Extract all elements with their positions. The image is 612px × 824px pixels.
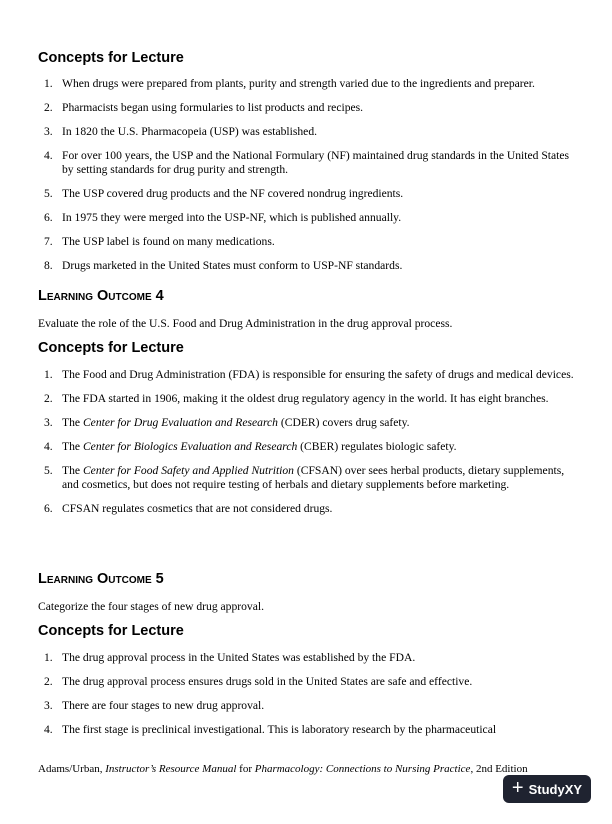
list-item-number: 2. [44,101,53,114]
list-item-text: The [62,464,83,477]
footer-for: for [236,763,255,775]
footer-book-title: Pharmacology: Connections to Nursing Practice [254,763,471,775]
list-item-text: (CBER) regulates biologic safety. [297,440,457,453]
list-item-text: The first stage is preclinical investigational. This is laboratory research by the pharmaceutical [62,723,497,736]
list-item [0,211,612,225]
list-item-number: 3. [44,699,53,712]
footer-author: Adams/Urban, [38,763,106,775]
list-item-number: 2. [44,675,53,688]
list-item-number: 4. [44,440,53,453]
list-item [0,101,612,115]
concepts-list-2 [0,368,612,526]
learning-outcome-4-heading: Learning Outcome 4 [38,288,164,304]
learning-outcome-4-text: Evaluate the role of the U.S. Food and Drug Administration in the drug approval process. [38,317,453,330]
list-item-number: 5. [44,187,53,200]
list-item-italic-text: Center for Food Safety and Applied Nutrition [82,464,294,477]
list-item-number: 1. [44,368,53,381]
list-item [0,699,612,713]
list-item [0,235,612,249]
footer-manual-title: Instructor’s Resource Manual [105,763,237,775]
learning-outcome-5-text: Categorize the four stages of new drug approval. [38,600,264,613]
list-item [0,77,612,91]
list-item [0,675,612,689]
list-item-text: When drugs were prepared from plants, purity and strength varied due to the ingredients and preparer. [62,77,535,90]
concepts-list-3 [0,651,612,747]
list-item-text: The [62,416,83,429]
concepts-heading-1: Concepts for Lecture [38,50,184,66]
concepts-heading-2: Concepts for Lecture [38,340,184,356]
page-footer [38,763,528,775]
list-item-text: Drugs marketed in the United States must conform to USP-NF standards. [62,259,403,272]
list-item-text: The drug approval process ensures drugs sold in the United States are safe and effective. [62,675,473,688]
list-item-number: 1. [44,651,53,664]
list-item-number: 3. [44,416,53,429]
list-item-text: In 1820 the U.S. Pharmacopeia (USP) was established. [62,125,318,138]
list-item [0,440,612,454]
list-item [0,651,612,665]
list-item-number: 6. [44,502,53,515]
list-item [0,723,612,737]
list-item-number: 6. [44,211,53,224]
list-item-italic-text: Center for Biologics Evaluation and Research [82,440,298,453]
list-item-number: 4. [44,723,53,736]
list-item [0,392,612,406]
list-item-number: 7. [44,235,53,248]
list-item-number: 4. [44,149,53,162]
list-item-text: The drug approval process in the United States was established by the FDA. [62,651,416,664]
studyxy-label: StudyXY [528,781,583,797]
list-item-number: 5. [44,464,53,477]
concepts-heading-3: Concepts for Lecture [38,623,184,639]
list-item [0,187,612,201]
list-item-text: The FDA started in 1906, making it the oldest drug regulatory agency in the world. It has eight branches. [62,392,549,405]
list-item [0,464,612,492]
list-item-text: In 1975 they were merged into the USP-NF, which is published annually. [62,211,402,224]
list-item-text: The Food and Drug Administration (FDA) is responsible for ensuring the safety of drugs and medical devices. [62,368,574,381]
list-item-number: 8. [44,259,53,272]
list-item-text: CFSAN regulates cosmetics that are not considered drugs. [62,502,333,515]
list-item-number: 2. [44,392,53,405]
list-item [0,259,612,273]
list-item-text: For over 100 years, the USP and the National Formulary (NF) maintained drug standards in the United States by setting standards for drug purity and strength. [62,149,570,176]
list-item-italic-text: Center for Drug Evaluation and Research [82,416,278,429]
footer-edition: , 2nd Edition [470,763,528,775]
list-item [0,125,612,139]
list-item-text: The USP label is found on many medications. [62,235,275,248]
list-item-text: The USP covered drug products and the NF covered nondrug ingredients. [62,187,404,200]
list-item-number: 1. [44,77,53,90]
list-item [0,502,612,516]
list-item-text: There are four stages to new drug approval. [62,699,265,712]
plus-icon: + [511,777,524,799]
list-item-text: Pharmacists began using formularies to list products and recipes. [62,101,364,114]
list-item-text: (CDER) covers drug safety. [277,416,410,429]
list-item-number: 3. [44,125,53,138]
concepts-list-1 [0,77,612,283]
list-item [0,416,612,430]
list-item-text: (CFSAN) over sees herbal products, dietary supplements, and cosmetics, but does not require testing of herbals and dietary supplements before marketing. [62,464,565,491]
list-item-text: The [62,440,83,453]
studyxy-badge[interactable] [503,775,591,803]
learning-outcome-5-heading: Learning Outcome 5 [38,571,164,587]
list-item [0,149,612,177]
list-item [0,368,612,382]
